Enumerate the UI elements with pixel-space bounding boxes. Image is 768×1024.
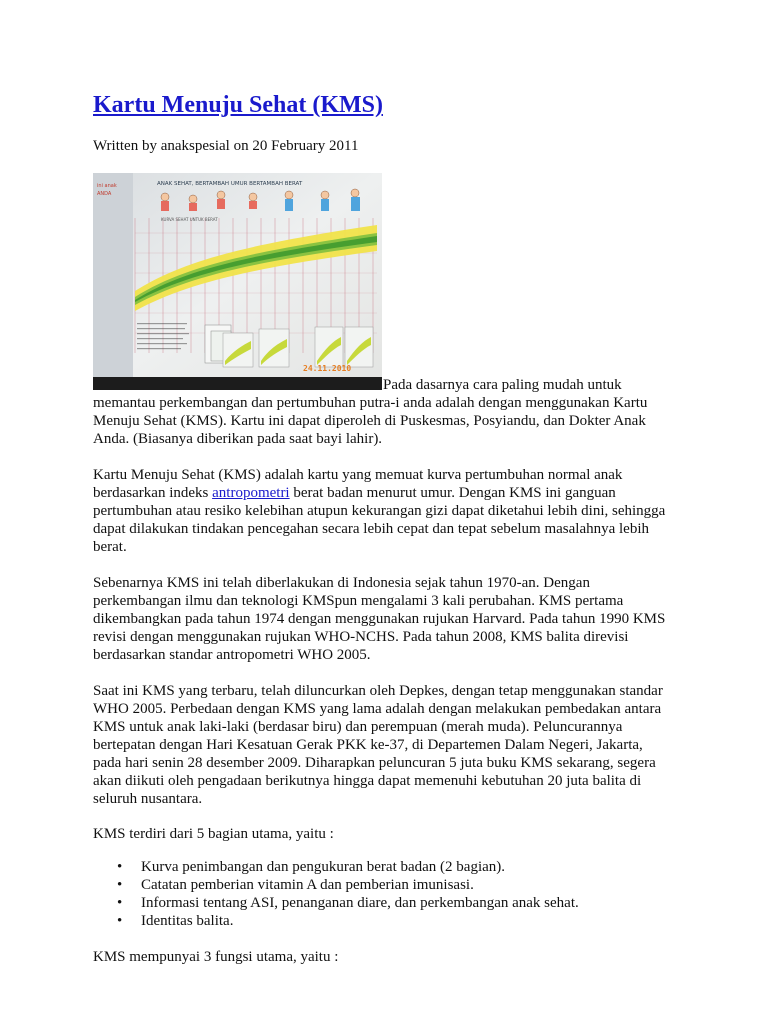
- list-item-text: Identitas balita.: [141, 913, 234, 929]
- antropometri-link[interactable]: antropometri: [212, 485, 290, 501]
- paragraph-parts-intro: KMS terdiri dari 5 bagian utama, yaitu :: [93, 826, 334, 842]
- bullet-glyph: •: [117, 877, 123, 893]
- list-item: [93, 912, 668, 930]
- svg-text:ANDA: ANDA: [97, 191, 112, 197]
- list-item-text: Catatan pemberian vitamin A dan pemberian imunisasi.: [141, 877, 474, 893]
- bullet-glyph: •: [117, 913, 123, 929]
- paragraph-definition-before: Kartu Menuju Sehat (KMS) adalah kartu yang memuat kurva pertumbuhan normal anak berdasarkan indeks: [93, 467, 623, 501]
- svg-text:24.11.2010: 24.11.2010: [303, 364, 352, 373]
- kms-parts-list: [93, 858, 668, 930]
- bullet-glyph: •: [117, 895, 123, 911]
- kms-card-photo: [93, 173, 382, 390]
- paragraph-definition-after: berat badan menurut umur. Dengan KMS ini ganguan pertumbuhan atau resiko kelebihan atupun kekurangan gizi dapat diketahui lebih dini, sehingga dapat dilakukan tindakan pencegahan secara lebih cepat dan tepat sebelum masalahnya lebih berat.: [93, 485, 666, 555]
- paragraph-intro: [93, 376, 668, 448]
- list-item: [93, 876, 668, 894]
- paragraph-definition: [93, 466, 668, 556]
- article-title-link[interactable]: Kartu Menuju Sehat (KMS): [93, 92, 383, 118]
- bullet-glyph: •: [117, 859, 123, 875]
- list-item: [93, 858, 668, 876]
- list-item-text: Informasi tentang ASI, penanganan diare, dan perkembangan anak sehat.: [141, 895, 579, 911]
- byline: Written by anakspesial on 20 February 2011: [93, 138, 359, 154]
- paragraph-latest-kms: Saat ini KMS yang terbaru, telah diluncurkan oleh Depkes, dengan tetap menggunakan standar WHO 2005. Perbedaan dengan KMS yang lama adalah dengan melakukan pembedakan antara KMS untuk anak laki-laki (berdasar biru) dan perempuan (merah muda). Peluncurannya bertepatan dengan Hari Kesatuan Gerak PKK ke-37, di Departemen Dalam Negeri, Jakarta, pada hari senin 28 desember 2009. Diharapkan peluncuran 5 juta buku KMS sekarang, segera akan diikuti oleh pengadaan berikutnya hingga dapat memenuhi kebutuhan 20 juta balita di seluruh nusantara.: [93, 683, 663, 807]
- paragraph-functions-intro: KMS mempunyai 3 fungsi utama, yaitu :: [93, 949, 339, 965]
- list-item-text: Kurva penimbangan dan pengukuran berat badan (2 bagian).: [141, 859, 506, 875]
- svg-text:ini anak: ini anak: [97, 183, 117, 189]
- paragraph-intro-body: memantau perkembangan dan pertumbuhan putra-i anda adalah dengan menggunakan Kartu Menuju Sehat (KMS). Kartu ini dapat diperoleh di Puskesmas, Posyiandu, dan Dokter Anak Anda. (Biasanya diberikan pada saat bayi lahir).: [93, 395, 648, 447]
- paragraph-history: Sebenarnya KMS ini telah diberlakukan di Indonesia sejak tahun 1970-an. Dengan perkembangan ilmu dan teknologi KMSpun mengalami 3 kali perubahan. KMS pertama dikembangkan pada tahun 1974 dengan menggunakan rujukan Harvard. Pada tahun 1990 KMS revisi dengan menggunakan rujukan WHO-NCHS. Pada tahun 2008, KMS balita direvisi berdasarkan standar antropometri WHO 2005.: [93, 575, 666, 663]
- paragraph-intro-lead: Pada dasarnya cara paling mudah untuk: [383, 377, 622, 393]
- svg-text:ANAK SEHAT, BERTAMBAH UMUR BER: ANAK SEHAT, BERTAMBAH UMUR BERTAMBAH BERAT: [157, 181, 303, 187]
- svg-text:KURVA SEHAT UNTUK BERAT: KURVA SEHAT UNTUK BERAT: [161, 217, 218, 222]
- list-item: [93, 894, 668, 912]
